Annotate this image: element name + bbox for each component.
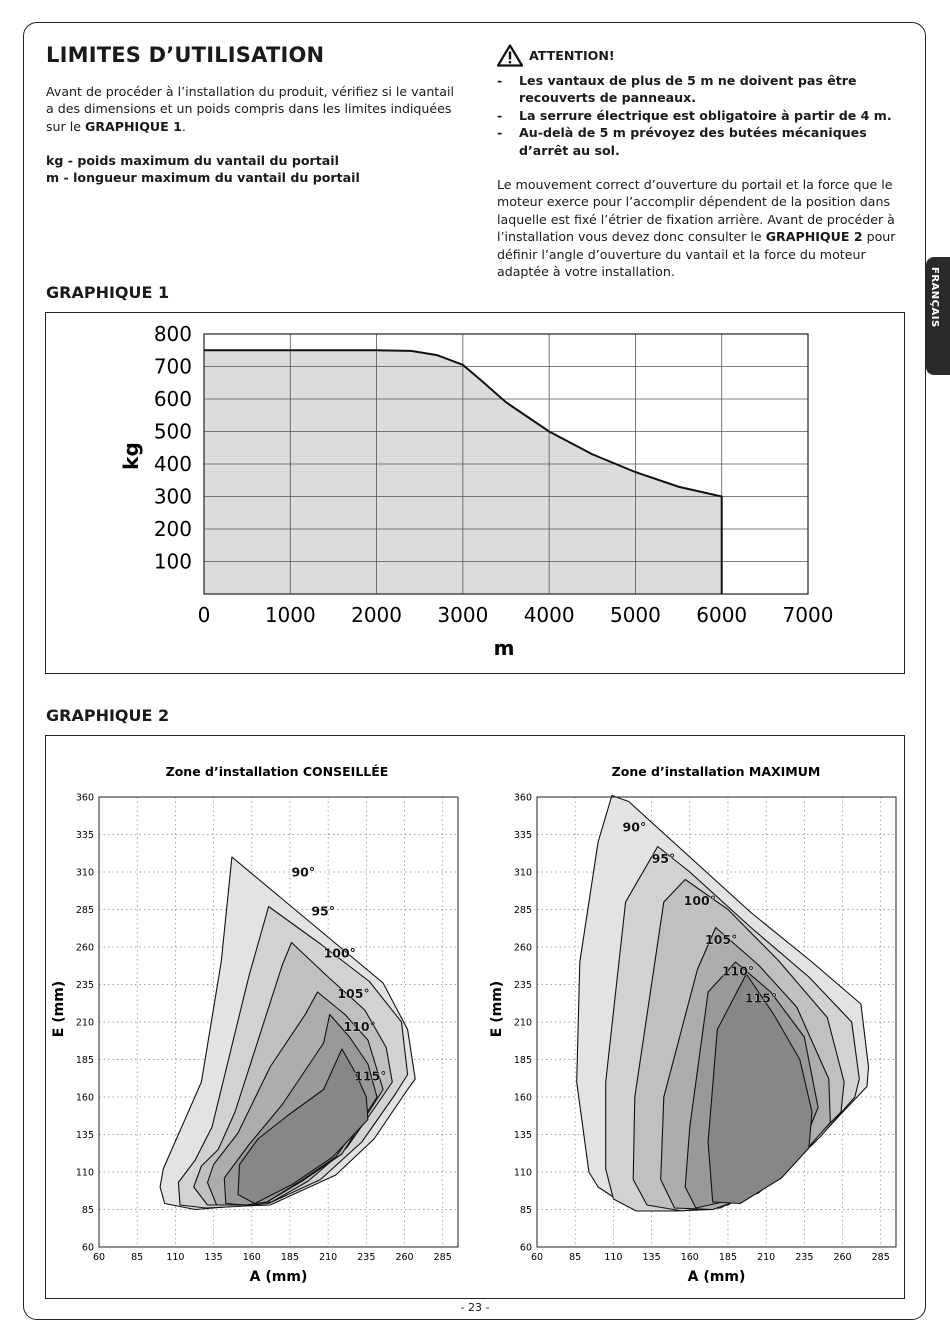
x-tick-label: 185: [280, 1252, 300, 1263]
y-axis-label: E (mm): [489, 980, 505, 1038]
y-tick-label: 60: [81, 1242, 94, 1254]
y-tick-label: 185: [513, 1055, 532, 1066]
x-tick-label: 2000: [351, 603, 403, 627]
zone-label: 95°: [311, 903, 336, 919]
chart-maximum-zone: [489, 764, 896, 1285]
zone-label: 110°: [343, 1019, 376, 1034]
chart1-box: [45, 312, 905, 674]
chart2-box: [45, 735, 905, 1299]
y-tick-label: 335: [75, 830, 94, 841]
y-tick-label: 60: [519, 1242, 532, 1254]
y-tick-label: 110: [513, 1167, 532, 1179]
zone-label: 90°: [622, 819, 647, 835]
zone-label: 110°: [721, 963, 755, 979]
warning-triangle-icon: [497, 44, 523, 67]
chart-recommended-zone: [51, 764, 458, 1285]
y-tick-label: 285: [513, 905, 532, 916]
zone-label: 100°: [323, 945, 356, 961]
x-tick-label: 285: [871, 1252, 890, 1263]
y-tick-label: 300: [153, 484, 192, 509]
y-tick-label: 260: [75, 942, 94, 954]
y-axis-label: E (mm): [51, 980, 67, 1038]
x-tick-label: 260: [833, 1252, 852, 1263]
x-tick-label: 110: [166, 1252, 185, 1263]
chart-title: Zone d’installation MAXIMUM: [611, 764, 821, 779]
legend-definitions: [46, 152, 461, 187]
x-tick-label: 6000: [696, 603, 748, 627]
y-tick-label: 135: [513, 1130, 532, 1141]
y-tick-label: 210: [513, 1017, 532, 1029]
y-tick-label: 100: [153, 549, 192, 574]
language-tab[interactable]: [926, 257, 950, 375]
x-tick-label: 4000: [523, 603, 575, 627]
zone-label: 115°: [354, 1068, 387, 1084]
attention-list: [497, 72, 907, 159]
legend-kg: kg - poids maximum du vantail du portail: [46, 153, 339, 168]
x-tick-label: 185: [718, 1252, 738, 1263]
x-tick-label: 210: [757, 1252, 776, 1263]
legend-m: m - longueur maximum du vantail du portail: [46, 170, 360, 186]
x-tick-label: 160: [242, 1252, 261, 1263]
y-tick-label: 360: [75, 792, 94, 804]
y-tick-label: 160: [75, 1092, 94, 1104]
chart2-heading: GRAPHIQUE 2: [46, 706, 170, 725]
x-tick-label: 110: [604, 1252, 623, 1263]
body-paragraph: [497, 176, 902, 280]
page-number: - 23 -: [460, 1301, 490, 1314]
attention-header: [497, 44, 615, 67]
zone-label: 105°: [705, 932, 738, 947]
x-tick-label: 135: [204, 1252, 223, 1263]
y-tick-label: 800: [153, 322, 192, 346]
y-tick-label: 360: [513, 792, 532, 804]
x-axis-label: m: [493, 636, 515, 660]
x-tick-label: 0: [197, 603, 211, 627]
y-tick-label: 235: [513, 980, 532, 991]
y-tick-label: 285: [75, 905, 94, 916]
attention-item-text: Au-delà de 5 m prévoyez des butées mécaniques d’arrêt au sol.: [519, 125, 867, 158]
x-tick-label: 60: [530, 1252, 544, 1263]
attention-label: ATTENTION!: [529, 48, 615, 63]
weight-length-chart: [46, 313, 903, 672]
y-tick-label: 185: [75, 1055, 94, 1066]
intro-chart-reference: GRAPHIQUE 1: [84, 118, 182, 134]
x-tick-label: 3000: [437, 603, 489, 627]
attention-item: - La serrure électrique est obligatoire à partir de 4 m.: [497, 107, 892, 123]
x-tick-label: 1000: [264, 603, 316, 627]
attention-item-text: Les vantaux de plus de 5 m ne doivent pas être recouverts de panneaux.: [519, 73, 857, 106]
x-axis-label: A (mm): [687, 1269, 746, 1285]
y-axis-label: kg: [119, 442, 143, 470]
zone-label: 90°: [291, 864, 316, 880]
x-tick-label: 210: [319, 1252, 338, 1263]
x-axis-label: A (mm): [249, 1269, 308, 1285]
x-tick-label: 7000: [782, 603, 834, 627]
x-tick-label: 160: [680, 1252, 699, 1263]
x-tick-label: 285: [433, 1252, 452, 1263]
attention-item: - Au-delà de 5 m prévoyez des butées mécaniques d’arrêt au sol.: [497, 124, 907, 159]
intro-text: Avant de procéder à l’installation du produit, vérifiez si le vantail a des dimensions et un poids compris dans les limites indiquées sur le: [46, 84, 454, 134]
zone-label: 95°: [651, 851, 676, 866]
y-tick-label: 110: [75, 1167, 94, 1179]
x-tick-label: 260: [395, 1252, 414, 1263]
zone-label: 100°: [683, 893, 716, 908]
attention-item: - Les vantaux de plus de 5 m ne doivent pas être recouverts de panneaux.: [497, 72, 907, 107]
body-text-end: pour définir l’angle d’ouverture du vantail et la force du moteur adaptée à votre installation.: [497, 229, 896, 280]
y-tick-label: 500: [153, 419, 192, 444]
chart-title: Zone d’installation CONSEILLÉE: [165, 764, 389, 779]
zone-label: 115°: [744, 990, 778, 1006]
y-tick-label: 600: [153, 387, 192, 411]
intro-text-end: .: [181, 118, 186, 134]
attention-item-text: La serrure électrique est obligatoire à partir de 4 m.: [519, 107, 892, 123]
x-tick-label: 5000: [609, 603, 661, 627]
page-title: LIMITES D’UTILISATION: [46, 43, 325, 67]
y-tick-label: 85: [81, 1205, 94, 1216]
y-tick-label: 210: [75, 1017, 94, 1029]
language-tab-label: FRANÇAIS: [929, 267, 940, 328]
x-tick-label: 85: [131, 1252, 144, 1263]
x-tick-label: 235: [357, 1252, 376, 1263]
chart1-heading: GRAPHIQUE 1: [46, 283, 170, 302]
installation-zone-charts: [46, 736, 903, 1297]
zone-label: 105°: [337, 986, 370, 1001]
intro-paragraph: [46, 83, 461, 135]
x-tick-label: 135: [642, 1252, 661, 1263]
y-tick-label: 200: [153, 517, 192, 541]
y-tick-label: 235: [75, 980, 94, 991]
x-tick-label: 235: [795, 1252, 814, 1263]
y-tick-label: 135: [75, 1130, 94, 1141]
y-tick-label: 260: [513, 942, 532, 954]
x-tick-label: 60: [92, 1252, 106, 1263]
y-tick-label: 85: [519, 1205, 532, 1216]
x-tick-label: 85: [569, 1252, 582, 1263]
y-tick-label: 700: [153, 354, 192, 379]
y-tick-label: 400: [153, 452, 192, 476]
body-chart-reference: GRAPHIQUE 2: [765, 229, 863, 245]
y-tick-label: 335: [513, 830, 532, 841]
body-text: Le mouvement correct d’ouverture du portail et la force que le moteur exerce pour l’accomplir dépendent de la position dans laquelle est fixé l’étrier de fixation arrière. Avant de procéder à l’installation vous devez donc consulter le: [497, 177, 895, 245]
y-tick-label: 310: [75, 867, 94, 879]
y-tick-label: 160: [513, 1092, 532, 1104]
y-tick-label: 310: [513, 867, 532, 879]
